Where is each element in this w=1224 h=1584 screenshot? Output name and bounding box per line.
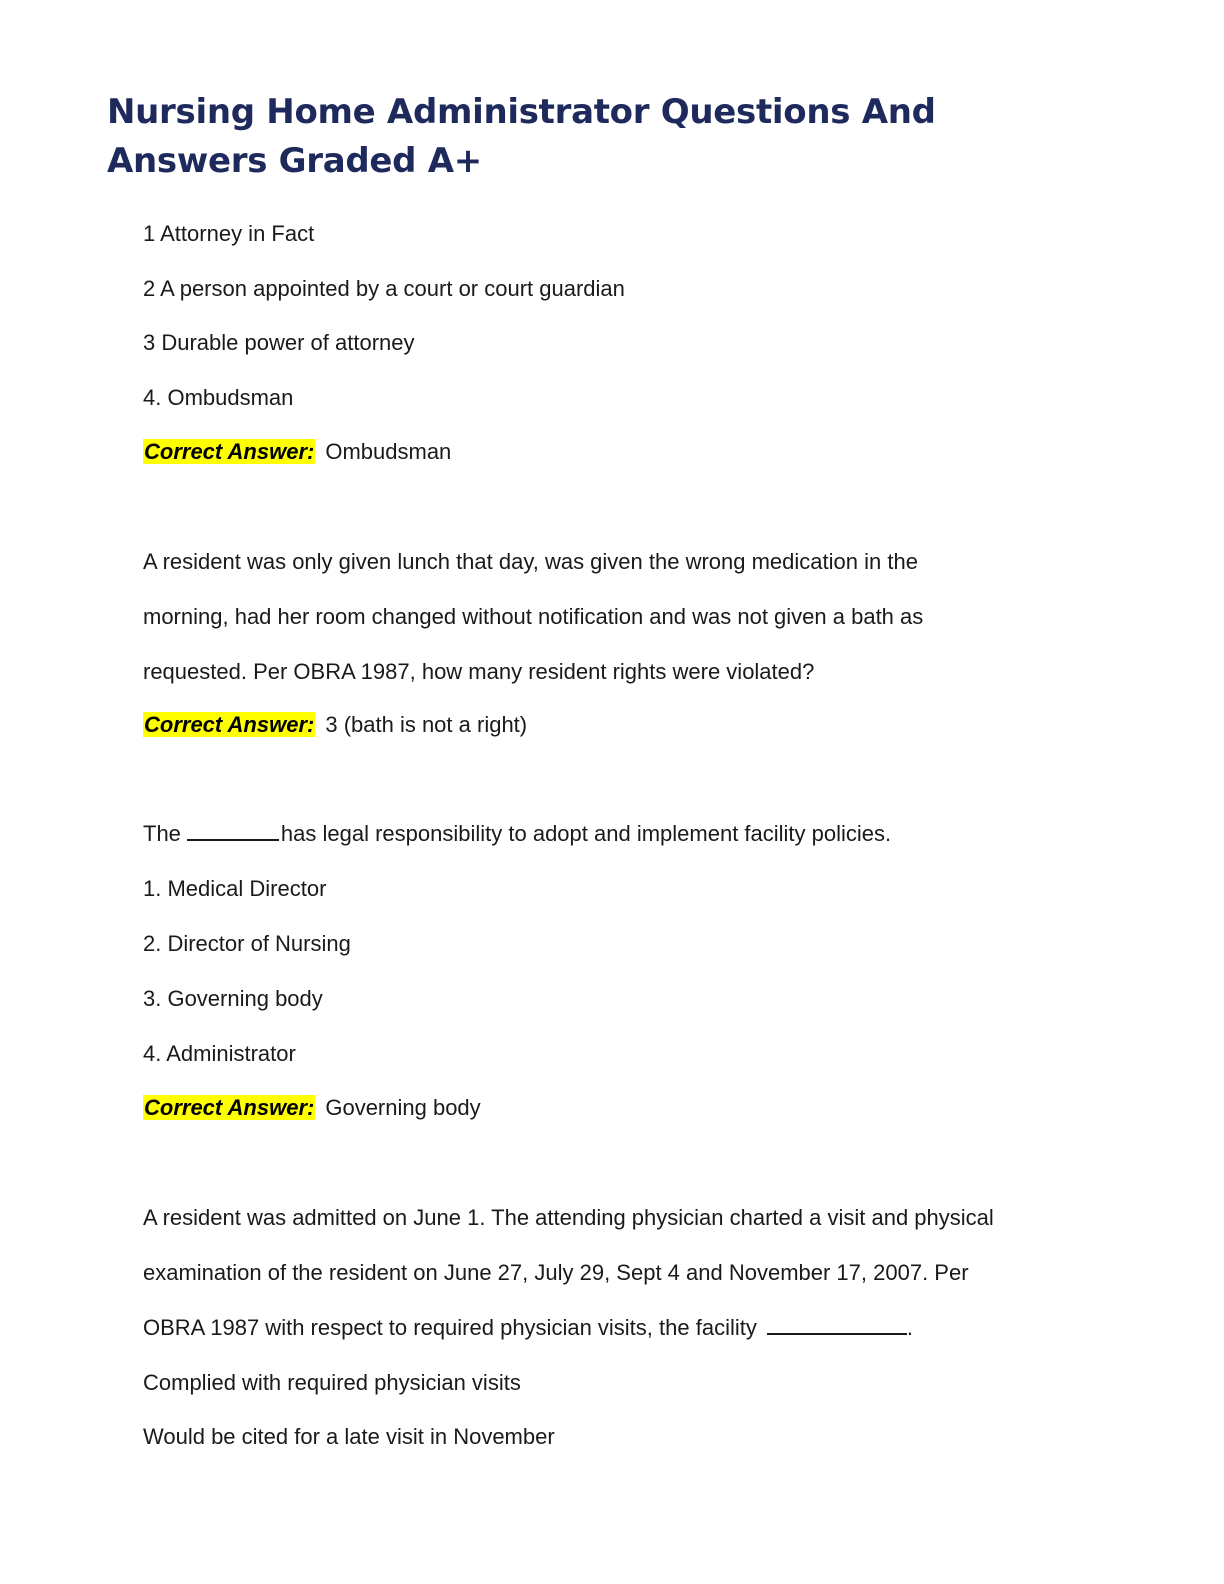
q4-option-2: Would be cited for a late visit in November <box>143 1424 555 1449</box>
correct-answer-label: Correct Answer: <box>144 439 315 464</box>
q2-line-2: morning, had her room changed without notification and was not given a bath as <box>143 604 924 629</box>
q3-answer: Governing body <box>325 1095 481 1120</box>
q2-answer-row <box>143 710 527 740</box>
q3-option-3: 3. Governing body <box>143 986 323 1011</box>
q3-option-1: 1. Medical Director <box>143 876 327 901</box>
q3-option-2: 2. Director of Nursing <box>143 931 351 956</box>
q4-line-2: examination of the resident on June 27, July 29, Sept 4 and November 17, 2007. Per <box>143 1260 969 1285</box>
q2-line-3: requested. Per OBRA 1987, how many resident rights were violated? <box>143 659 815 684</box>
q2-answer: 3 (bath is not a right) <box>325 712 528 737</box>
q3-answer-row <box>143 1093 481 1123</box>
q4-option-1: Complied with required physician visits <box>143 1370 521 1395</box>
q4-line-1: A resident was admitted on June 1. The attending physician charted a visit and physical <box>143 1205 994 1230</box>
q2-line-1: A resident was only given lunch that day, was given the wrong medication in the <box>143 549 918 574</box>
page-title: Nursing Home Administrator Questions And Answers Graded A+ <box>107 92 936 181</box>
q4-line-3 <box>143 1313 913 1343</box>
fill-in-blank <box>767 1313 907 1335</box>
q1-option-4: 4. Ombudsman <box>143 385 294 410</box>
q4-line-3-prefix: OBRA 1987 with respect to required physician visits, the facility <box>143 1315 757 1340</box>
q3-suffix: has legal responsibility to adopt and implement facility policies. <box>280 821 892 846</box>
q1-option-2: 2 A person appointed by a court or court guardian <box>143 276 625 301</box>
q3-question <box>143 819 891 849</box>
correct-answer-label: Correct Answer: <box>144 712 315 737</box>
correct-answer-label: Correct Answer: <box>144 1095 315 1120</box>
q1-answer: Ombudsman <box>325 439 452 464</box>
q1-answer-row <box>143 437 451 467</box>
q3-option-4: 4. Administrator <box>143 1041 296 1066</box>
q4-line-3-suffix: . <box>906 1315 913 1340</box>
q1-option-3: 3 Durable power of attorney <box>143 330 415 355</box>
q3-prefix: The <box>143 821 181 846</box>
q1-option-1: 1 Attorney in Fact <box>143 221 315 246</box>
fill-in-blank <box>187 819 279 841</box>
